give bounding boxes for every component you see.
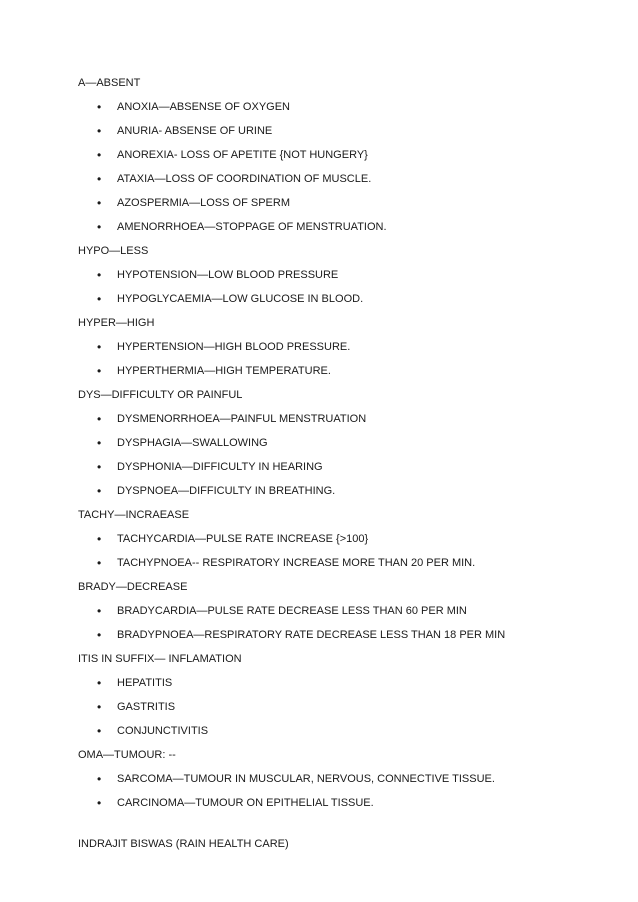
section-heading: DYS—DIFFICULTY OR PAINFUL bbox=[78, 389, 243, 401]
list-item-text: DYSMENORRHOEA—PAINFUL MENSTRUATION bbox=[117, 413, 367, 425]
list-item-text: HEPATITIS bbox=[117, 677, 173, 689]
bullet-icon: • bbox=[97, 556, 102, 570]
bullet-icon: • bbox=[97, 772, 102, 786]
list-item bbox=[78, 675, 598, 699]
list-item bbox=[78, 219, 598, 243]
list-item bbox=[78, 363, 598, 387]
bullet-icon: • bbox=[97, 292, 102, 306]
bullet-icon: • bbox=[97, 268, 102, 282]
list-item bbox=[78, 555, 598, 579]
list-item bbox=[78, 771, 598, 795]
section-heading: BRADY—DECREASE bbox=[78, 581, 188, 593]
list-item bbox=[78, 795, 598, 819]
bullet-icon: • bbox=[97, 220, 102, 234]
list-item-text: TACHYPNOEA-- RESPIRATORY INCREASE MORE THAN 20 PER MIN. bbox=[117, 557, 476, 569]
section-heading: ITIS IN SUFFIX— INFLAMATION bbox=[78, 653, 242, 665]
list-item-text: HYPOGLYCAEMIA—LOW GLUCOSE IN BLOOD. bbox=[117, 293, 364, 305]
list-item-text: CARCINOMA—TUMOUR ON EPITHELIAL TISSUE. bbox=[117, 797, 374, 809]
list-item bbox=[78, 195, 598, 219]
list-item bbox=[78, 411, 598, 435]
footer-author: INDRAJIT BISWAS (RAIN HEALTH CARE) bbox=[78, 838, 289, 850]
bullet-icon: • bbox=[97, 148, 102, 162]
list-item bbox=[78, 627, 598, 651]
list-item-text: ANOXIA—ABSENSE OF OXYGEN bbox=[117, 101, 290, 113]
section-heading: HYPER—HIGH bbox=[78, 317, 155, 329]
list-item-text: BRADYPNOEA—RESPIRATORY RATE DECREASE LESS THAN 18 PER MIN bbox=[117, 629, 506, 641]
list-item-text: DYSPHAGIA—SWALLOWING bbox=[117, 437, 268, 449]
bullet-icon: • bbox=[97, 196, 102, 210]
list-item-text: DYSPNOEA—DIFFICULTY IN BREATHING. bbox=[117, 485, 336, 497]
list-item-text: GASTRITIS bbox=[117, 701, 176, 713]
list-item-text: HYPERTHERMIA—HIGH TEMPERATURE. bbox=[117, 365, 331, 377]
section-heading: TACHY—INCRAEASE bbox=[78, 509, 190, 521]
bullet-icon: • bbox=[97, 364, 102, 378]
bullet-icon: • bbox=[97, 676, 102, 690]
bullet-icon: • bbox=[97, 100, 102, 114]
bullet-icon: • bbox=[97, 484, 102, 498]
list-item bbox=[78, 267, 598, 291]
list-item-text: ATAXIA—LOSS OF COORDINATION OF MUSCLE. bbox=[117, 173, 372, 185]
list-item-text: HYPERTENSION—HIGH BLOOD PRESSURE. bbox=[117, 341, 351, 353]
bullet-icon: • bbox=[97, 340, 102, 354]
bullet-icon: • bbox=[97, 532, 102, 546]
section-heading: A—ABSENT bbox=[78, 77, 141, 89]
list-item bbox=[78, 723, 598, 747]
list-item bbox=[78, 147, 598, 171]
list-item bbox=[78, 291, 598, 315]
bullet-icon: • bbox=[97, 124, 102, 138]
bullet-icon: • bbox=[97, 796, 102, 810]
list-item bbox=[78, 123, 598, 147]
list-item-text: AMENORRHOEA—STOPPAGE OF MENSTRUATION. bbox=[117, 221, 387, 233]
bullet-icon: • bbox=[97, 724, 102, 738]
list-item-text: DYSPHONIA—DIFFICULTY IN HEARING bbox=[117, 461, 323, 473]
list-item bbox=[78, 435, 598, 459]
list-item bbox=[78, 699, 598, 723]
bullet-icon: • bbox=[97, 604, 102, 618]
bullet-icon: • bbox=[97, 412, 102, 426]
list-item-text: BRADYCARDIA—PULSE RATE DECREASE LESS THAN 60 PER MIN bbox=[117, 605, 467, 617]
list-item bbox=[78, 339, 598, 363]
list-item-text: SARCOMA—TUMOUR IN MUSCULAR, NERVOUS, CONNECTIVE TISSUE. bbox=[117, 773, 495, 785]
section-heading: OMA—TUMOUR: -- bbox=[78, 749, 176, 761]
bullet-icon: • bbox=[97, 460, 102, 474]
list-item-text: TACHYCARDIA—PULSE RATE INCREASE {>100} bbox=[117, 533, 369, 545]
list-item bbox=[78, 99, 598, 123]
bullet-icon: • bbox=[97, 628, 102, 642]
section-heading: HYPO—LESS bbox=[78, 245, 149, 257]
list-item-text: ANOREXIA- LOSS OF APETITE {NOT HUNGERY} bbox=[117, 149, 368, 161]
bullet-icon: • bbox=[97, 700, 102, 714]
list-item bbox=[78, 603, 598, 627]
list-item bbox=[78, 171, 598, 195]
list-item-text: AZOSPERMIA—LOSS OF SPERM bbox=[117, 197, 290, 209]
list-item-text: HYPOTENSION—LOW BLOOD PRESSURE bbox=[117, 269, 339, 281]
list-item bbox=[78, 483, 598, 507]
list-item-text: CONJUNCTIVITIS bbox=[117, 725, 209, 737]
bullet-icon: • bbox=[97, 172, 102, 186]
list-item bbox=[78, 531, 598, 555]
list-item bbox=[78, 459, 598, 483]
bullet-icon: • bbox=[97, 436, 102, 450]
list-item-text: ANURIA- ABSENSE OF URINE bbox=[117, 125, 273, 137]
document-body bbox=[78, 75, 598, 819]
